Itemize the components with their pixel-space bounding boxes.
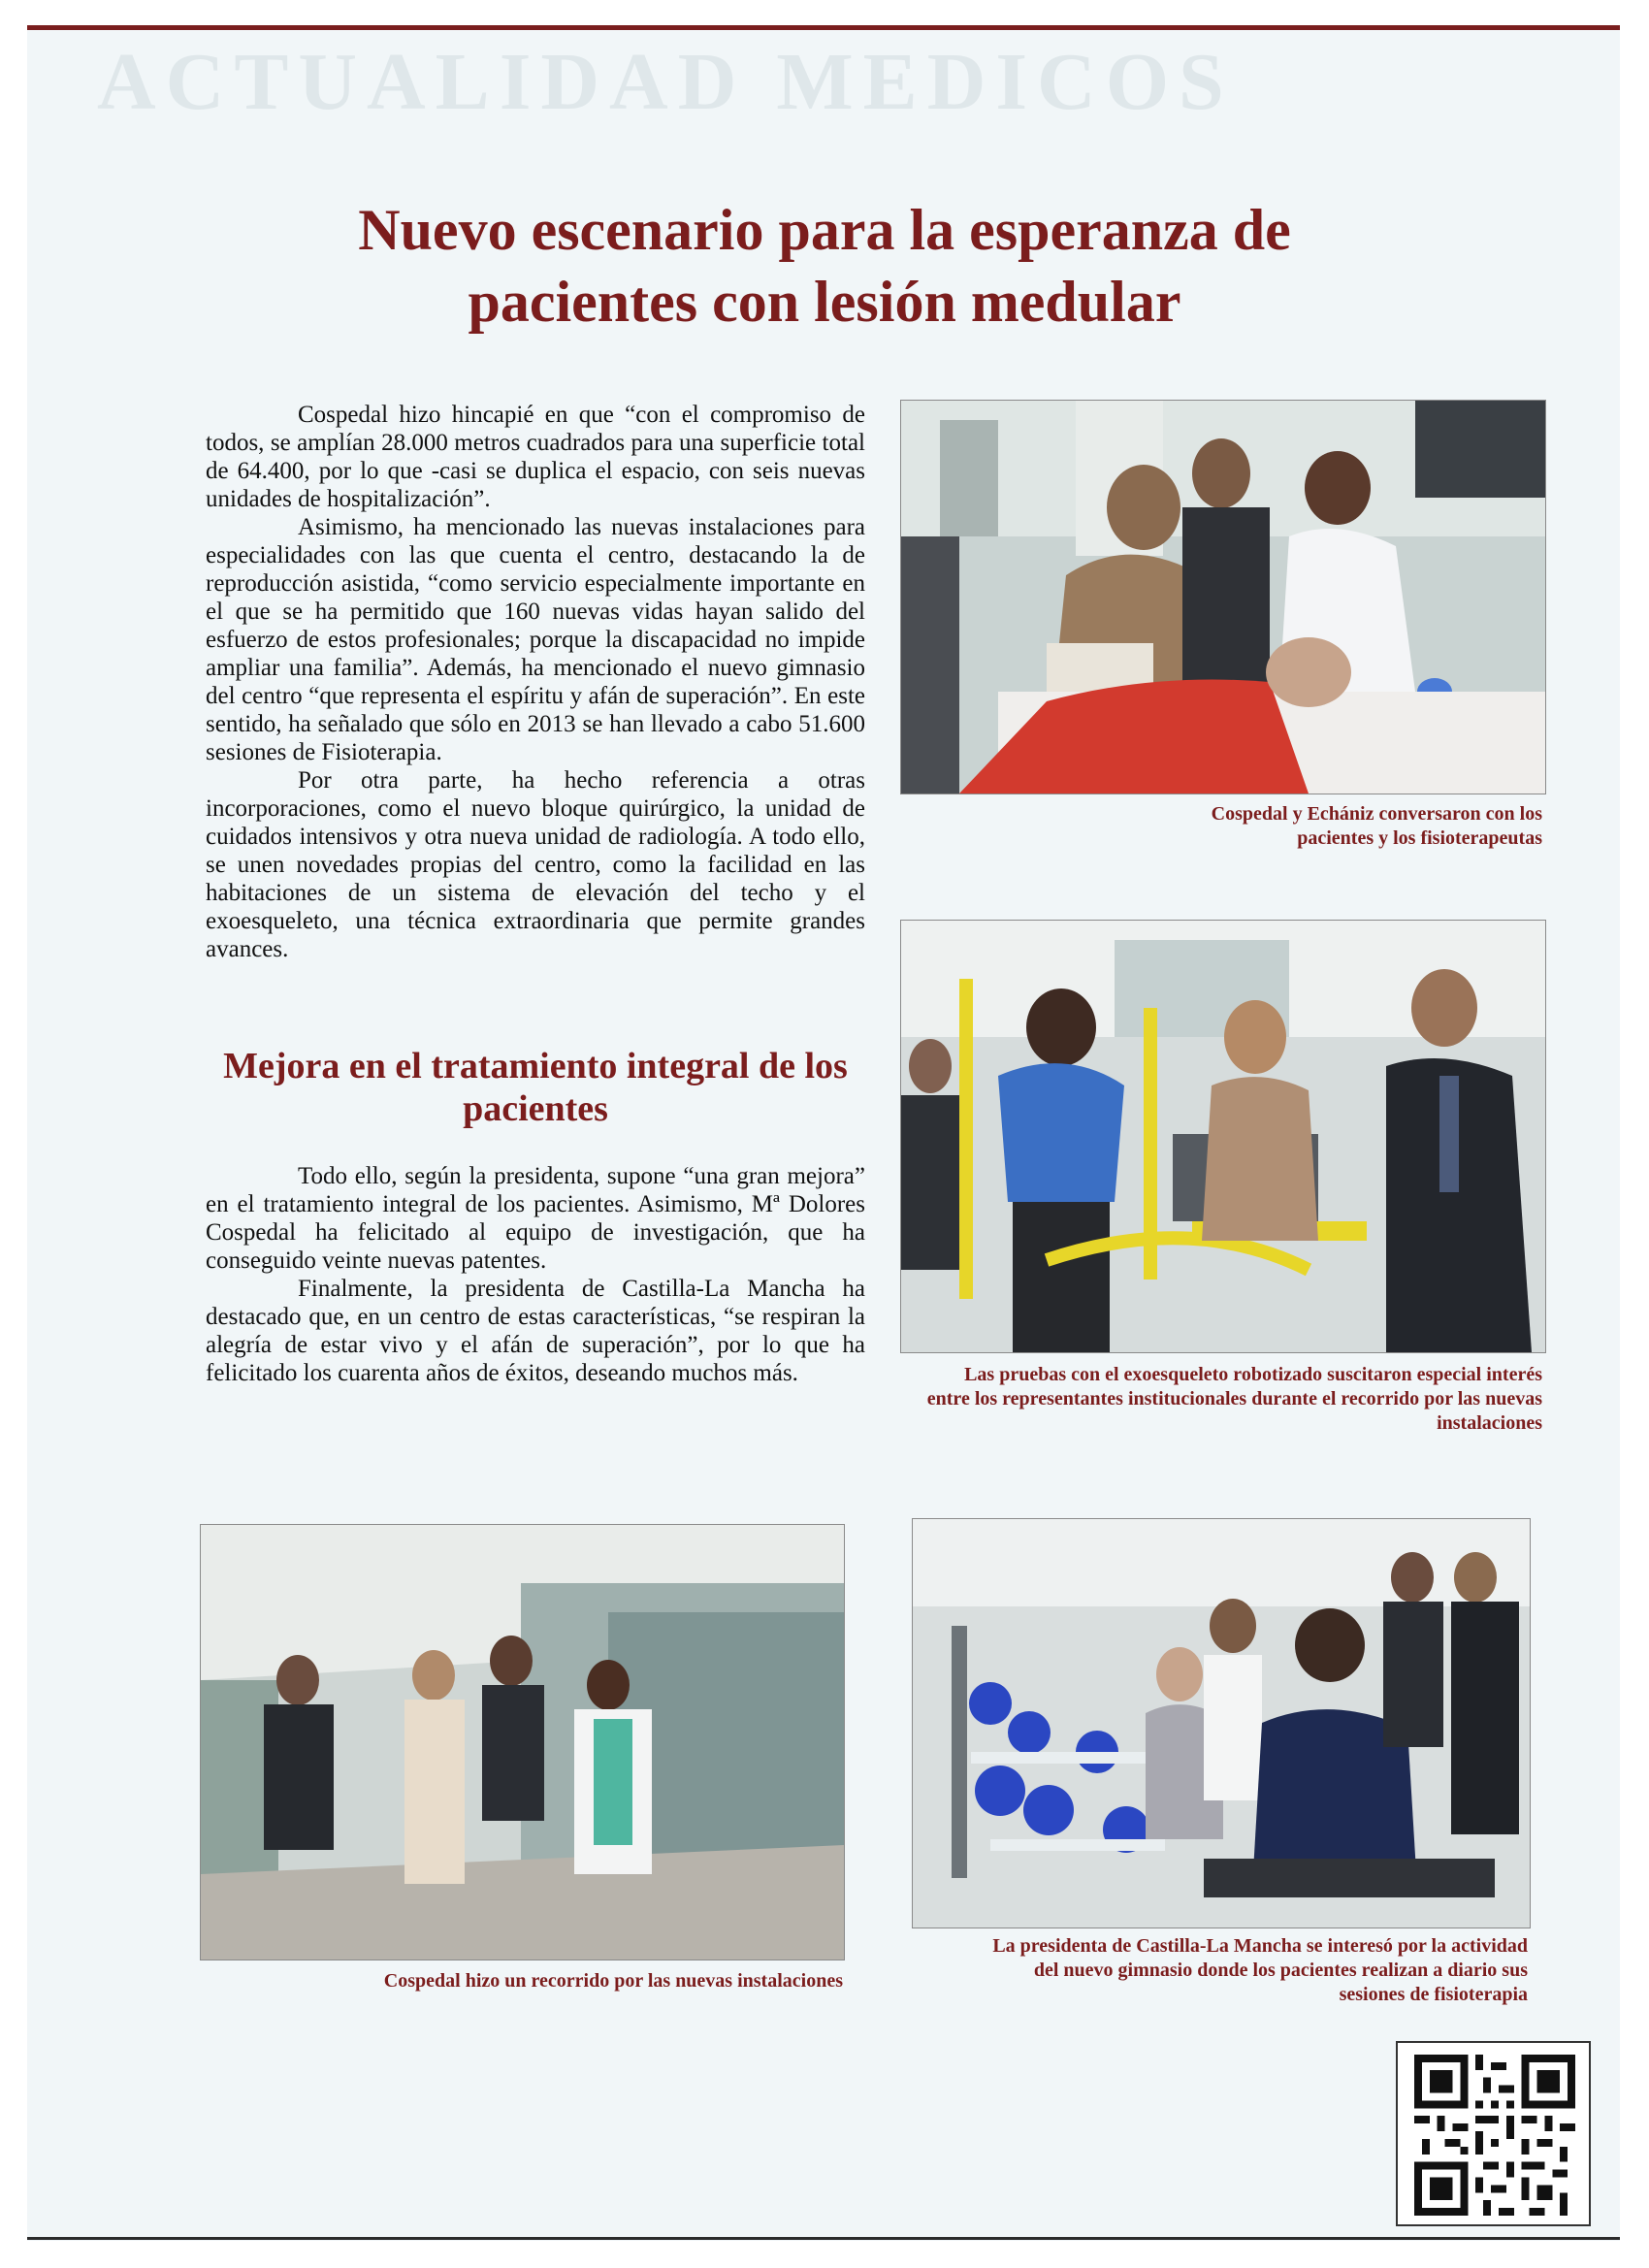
body-paragraph: Cospedal hizo hincapié en que “con el compromiso de todos, se amplían 28.000 metros cuadrados para una superficie total de 64.400, por lo que -casi se duplica el espacio, con seis nuevas unidades de hospitalización”. xyxy=(206,402,865,512)
body-paragraph: Por otra parte, ha hecho referencia a otras incorporaciones, como el nuevo bloque quirúrgico, la unidad de cuidados intensivos y otra nueva unidad de radiología. A todo ello, se unen novedades propias del centro, como la facilidad en las habitaciones de un sistema de elevación del techo y el exoesqueleto, una técnica extraordinaria que permite grandes avances. xyxy=(206,767,865,962)
photo3-caption: Cospedal hizo un recorrido por las nuevas instalaciones xyxy=(383,1970,843,1992)
article-subheading: Mejora en el tratamiento integral de los pacientes xyxy=(223,1046,848,1129)
photo1-caption: Cospedal y Echániz conversaron con los pacientes y los fisioterapeutas xyxy=(1211,803,1542,849)
body-paragraph: Finalmente, la presidenta de Castilla-La Mancha ha destacado que, en un centro de estas características, “se respiran la alegría de estar vivo y el afán de superación”, por lo que ha felicitado los cuarenta años de éxitos, deseando muchos más. xyxy=(206,1276,865,1386)
qr-code[interactable] xyxy=(1396,2041,1591,2226)
article-body-section-1 xyxy=(206,401,865,963)
photo4-caption: La presidenta de Castilla-La Mancha se interesó por la actividad del nuevo gimnasio donde los pacientes realizan a diario sus sesiones de fisioterapia xyxy=(992,1935,1528,2005)
bottom-rule xyxy=(27,2237,1620,2240)
photo-patient-bed xyxy=(900,400,1546,794)
photo2-caption: Las pruebas con el exoesqueleto robotizado suscitaron especial interés entre los representantes institucionales durante el recorrido por las nuevas instalaciones xyxy=(926,1364,1542,1434)
top-rule xyxy=(27,25,1620,30)
photo-corridor-tour xyxy=(200,1524,845,1960)
header-ghost-text: ACTUALIDAD MEDICOS xyxy=(97,37,1234,127)
photo-gym xyxy=(912,1518,1531,1928)
body-paragraph: Todo ello, según la presidenta, supone “una gran mejora” en el tratamiento integral de los pacientes. Asimismo, Mª Dolores Cospedal ha felicitado al equipo de investigación, que ha conseguido veinte nuevas patentes. xyxy=(206,1163,865,1274)
photo-exoskeleton xyxy=(900,920,1546,1353)
article-body-section-2 xyxy=(206,1162,865,1387)
article-title: Nuevo escenario para la esperanza de pacientes con lesión medular xyxy=(358,198,1291,334)
body-paragraph: Asimismo, ha mencionado las nuevas instalaciones para especialidades con las que cuenta el centro, destacando la de reproducción asistida, “como servicio especialmente importante en el que se ha permitido que 160 nuevas vidas hayan salido del esfuerzo de estos profesionales; porque la discapacidad no impide ampliar una familia”. Además, ha mencionado el nuevo gimnasio del centro “que representa el espíritu y afán de superación”. En este sentido, ha señalado que sólo en 2013 se han llevado a cabo 51.600 sesiones de Fisioterapia. xyxy=(206,514,865,765)
